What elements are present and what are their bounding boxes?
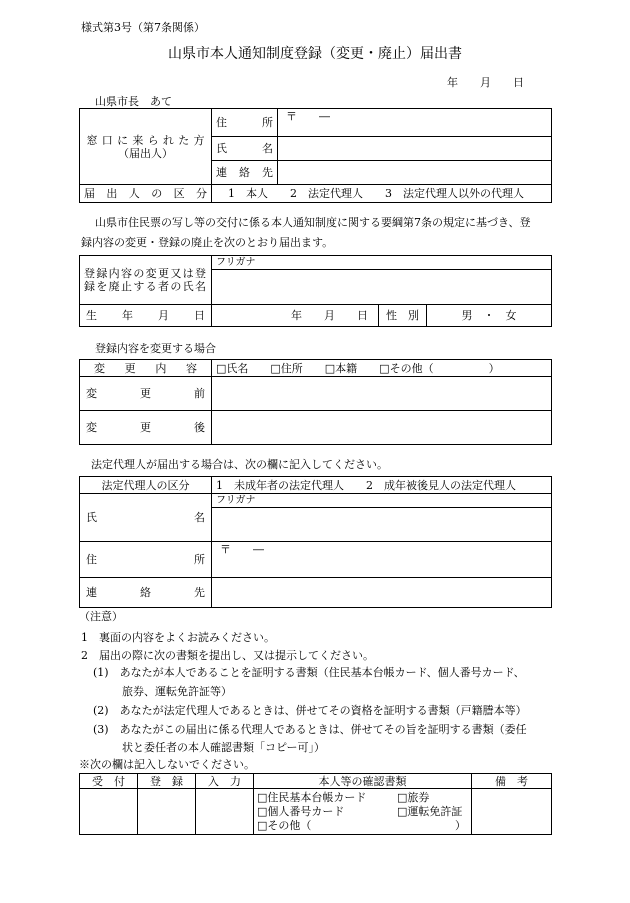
checkbox-passport: □旅券 [397,790,430,804]
address-label: 住 所 [212,109,278,137]
change-heading: 登録内容を変更する場合 [95,342,216,355]
note-2: 2 届出の際に次の書類を提出し、又は提示してください。 [81,649,374,662]
office-table [79,773,552,835]
subject-table [79,255,552,327]
note-2-3-cont: 状と委任者の本人確認書類「コピー可」） [122,741,326,754]
note-2-2: (2) あなたが法定代理人であるときは、併せてその資格を証明する書類（戸籍謄本等） [93,704,527,717]
office-heading: ※次の欄は記入しないでください。 [79,758,255,771]
applicant-section-label: 窓口に来られた方 （届出人） [80,109,212,185]
before-field[interactable] [212,377,552,411]
applicant-table [79,108,552,203]
applicant-category-label: 届出人の区分 [80,185,212,203]
sex-options[interactable]: 男 ・ 女 [427,305,552,327]
notes-heading: （注意） [79,610,123,623]
id-docs-header: 本人等の確認書類 [254,774,472,789]
after-label: 変 更 後 [80,411,212,445]
remarks-cell [472,789,552,835]
name-field[interactable] [278,137,552,161]
legal-category-options[interactable]: 1 未成年者の法定代理人 2 成年被後見人の法定代理人 [212,477,552,494]
intro-text-2: 録内容の変更・登録の廃止を次のとおり届出ます。 [81,236,334,249]
id-docs-cell: □住民基本台帳カード □旅券 □個人番号カード □運転免許証 □その他（ ） [254,789,472,835]
intro-text-1: 山県市住民票の写し等の交付に係る本人通知制度に関する要綱第7条の規定に基づき、登 [95,216,531,229]
birth-label: 生 年 月 日 [80,305,212,327]
registration-cell [138,789,196,835]
note-2-1: (1) あなたが本人であることを証明する書類（住民基本台帳カード、個人番号カード、 [93,666,525,679]
checkbox-other: □その他（ [257,818,312,832]
registration-header: 登 録 [138,774,196,789]
legal-contact-field[interactable] [212,578,552,608]
contact-field[interactable] [278,161,552,185]
note-2-3: (3) あなたがこの届出に係る代理人であるときは、併せてその旨を証明する書類（委任 [93,723,527,736]
birth-field[interactable]: 年 月 日 [212,305,379,327]
legal-name-field[interactable] [212,508,552,542]
checkbox-license: □運転免許証 [397,804,463,818]
name-label: 氏 名 [212,137,278,161]
legal-address-field[interactable]: 〒 ― [212,542,552,578]
note-1: 1 裏面の内容をよくお読みください。 [81,631,275,644]
input-cell [196,789,254,835]
legal-category-label: 法定代理人の区分 [80,477,212,494]
subject-furigana[interactable]: フリガナ [212,256,552,270]
input-header: 入 力 [196,774,254,789]
legal-name-label: 氏 名 [80,494,212,542]
subject-name-label: 登録内容の変更又は登 録を廃止する者の氏名 [80,256,212,305]
date-line: 年 月 日 [447,76,524,89]
legal-address-label: 住 所 [80,542,212,578]
page-title: 山県市本人通知制度登録（変更・廃止）届出書 [168,46,462,62]
checkbox-juki-card: □住民基本台帳カード [257,790,367,804]
addressee: 山県市長 あて [95,95,172,108]
legal-contact-label: 連 絡 先 [80,578,212,608]
contact-label: 連 絡 先 [212,161,278,185]
legal-furigana[interactable]: フリガナ [212,494,552,508]
note-2-1-cont: 旅券、運転免許証等） [122,685,232,698]
subject-name-field[interactable] [212,270,552,305]
remarks-header: 備 考 [472,774,552,789]
receipt-cell [80,789,138,835]
checkbox-mynumber-card: □個人番号カード [257,804,345,818]
change-content-label: 変 更 内 容 [80,360,212,377]
legal-heading: 法定代理人が届出する場合は、次の欄に記入してください。 [91,458,388,471]
address-field[interactable]: 〒 ― [278,109,552,137]
after-field[interactable] [212,411,552,445]
legal-table [79,476,552,608]
receipt-header: 受 付 [80,774,138,789]
sex-label: 性 別 [379,305,427,327]
applicant-category-options[interactable]: 1 本人 2 法定代理人 3 法定代理人以外の代理人 [212,185,552,203]
change-options[interactable]: □氏名 □住所 □本籍 □その他（ ） [212,360,552,377]
form-number: 様式第3号（第7条関係） [81,21,205,34]
change-table [79,359,552,445]
before-label: 変 更 前 [80,377,212,411]
